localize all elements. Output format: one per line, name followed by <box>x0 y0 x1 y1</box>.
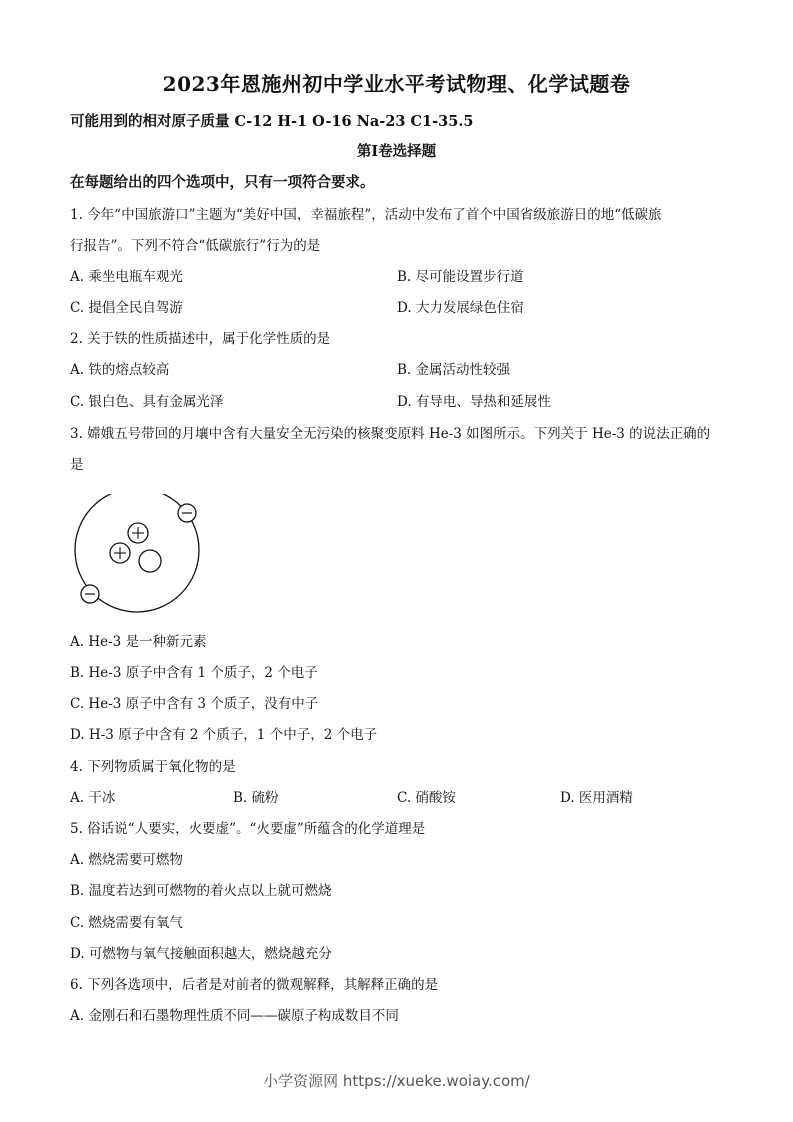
option-d: D. H-3 原子中含有 2 个质子，1 个中子，2 个电子 <box>70 727 378 743</box>
option-c: C. 提倡全民自驾游 <box>70 300 183 316</box>
footer-watermark: 小学资源网 https://xueke.woiay.com/ <box>263 1072 530 1090</box>
atomic-masses: 可能用到的相对原子质量 C-12 H-1 O-16 Na-23 C1-35.5 <box>70 113 474 130</box>
question-stem: 5. 俗话说“人要实，火要虚”。“火要虚”所蕴含的化学道理是 <box>70 821 426 837</box>
page-title: 2023年恩施州初中学业水平考试物理、化学试题卷 <box>162 72 631 96</box>
instruction: 在每题给出的四个选项中，只有一项符合要求。 <box>70 174 375 191</box>
option-a: A. 燃烧需要可燃物 <box>70 852 183 868</box>
option-c: C. He-3 原子中含有 3 个质子，没有中子 <box>70 696 319 712</box>
option-c: C. 银白色、具有金属光泽 <box>70 394 224 410</box>
option-b: B. 硫粉 <box>233 790 279 806</box>
option-c: C. 燃烧需要有氧气 <box>70 915 183 931</box>
option-d: D. 大力发展绿色住宿 <box>397 300 524 316</box>
option-d: D. 医用酒精 <box>560 790 633 806</box>
question-stem: 是 <box>70 457 84 473</box>
option-a: A. 金刚石和石墨物理性质不同——碳原子构成数目不同 <box>70 1008 399 1024</box>
section-title: 第I卷选择题 <box>356 143 437 160</box>
option-a: A. He-3 是一种新元素 <box>70 634 207 650</box>
neutron-icon <box>139 550 161 572</box>
option-a: A. 乘坐电瓶车观光 <box>70 269 183 285</box>
electron-icon <box>81 585 99 603</box>
option-d: D. 有导电、导热和延展性 <box>397 394 551 410</box>
option-b: B. 尽可能设置步行道 <box>397 269 524 285</box>
question-stem: 2. 关于铁的性质描述中，属于化学性质的是 <box>70 331 331 347</box>
helium-3-atom-diagram <box>68 494 218 623</box>
question-stem: 1. 今年“中国旅游口”主题为“美好中国，幸福旅程”，活动中发布了首个中国省级旅游日的地“低碳旅 <box>70 207 662 223</box>
question-stem: 行报告”。下列不符合“低碳旅行”行为的是 <box>70 238 321 254</box>
proton-icon <box>128 523 148 543</box>
electron-icon <box>178 504 196 522</box>
option-a: A. 干冰 <box>70 790 116 806</box>
option-a: A. 铁的熔点较高 <box>70 362 170 378</box>
question-stem: 3. 嫦娥五号带回的月壤中含有大量安全无污染的核聚变原料 He-3 如图所示。下列关于 He-3 的说法正确的 <box>70 426 711 442</box>
option-c: C. 硝酸铵 <box>397 790 456 806</box>
question-stem: 4. 下列物质属于氧化物的是 <box>70 759 236 775</box>
option-b: B. 温度若达到可燃物的着火点以上就可燃烧 <box>70 883 332 899</box>
question-stem: 6. 下列各选项中，后者是对前者的微观解释，其解释正确的是 <box>70 977 439 993</box>
option-b: B. 金属活动性较强 <box>397 362 511 378</box>
option-b: B. He-3 原子中含有 1 个质子，2 个电子 <box>70 665 318 681</box>
proton-icon <box>110 543 130 563</box>
option-d: D. 可燃物与氧气接触面积越大，燃烧越充分 <box>70 946 332 962</box>
